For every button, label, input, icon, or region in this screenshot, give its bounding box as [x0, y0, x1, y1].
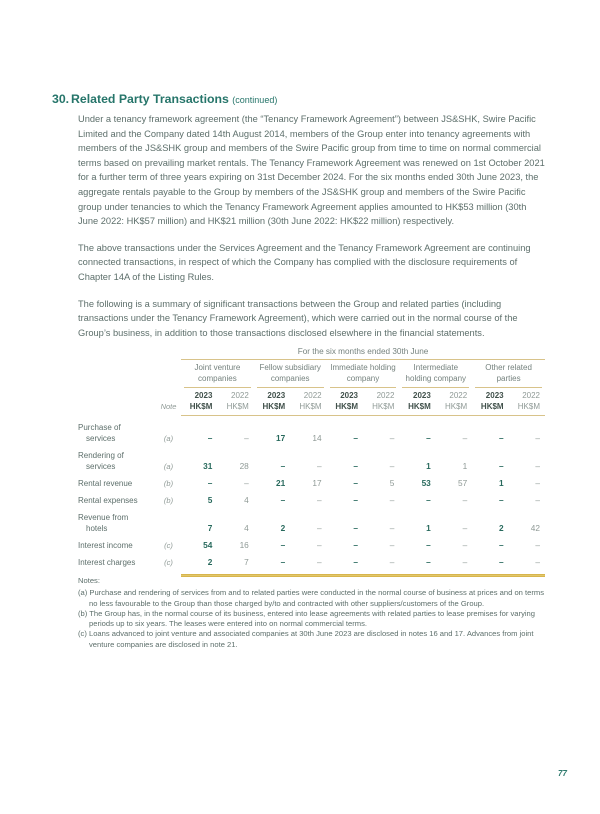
- value-cell: –: [426, 495, 431, 505]
- value-cell: 2: [280, 523, 286, 533]
- period-row-spacer: [78, 347, 181, 360]
- notes-section: [78, 576, 550, 650]
- year-column-header: [436, 391, 472, 412]
- value-cell: –: [535, 540, 540, 550]
- value-cell: 2: [207, 557, 213, 567]
- value-cell: 53: [421, 478, 431, 488]
- section-heading: [52, 92, 277, 106]
- value-cell: 17: [312, 478, 322, 488]
- note-item-b: [78, 609, 550, 630]
- value-cell: 21: [275, 478, 286, 488]
- value-cell: 28: [239, 461, 249, 471]
- year-label: 2023: [340, 391, 358, 400]
- year-label: 2023: [413, 391, 431, 400]
- value-cell: –: [462, 557, 468, 567]
- value-cell: –: [353, 557, 358, 567]
- unit-label: HK$M: [372, 401, 395, 411]
- period-header: For the six months ended 30th June: [181, 347, 545, 360]
- value-cell: –: [498, 540, 504, 550]
- section-continued: (continued): [232, 95, 278, 105]
- year-label: 2022: [231, 391, 249, 400]
- section-title: Related Party Transactions: [71, 92, 229, 106]
- row-note-ref: (c): [164, 541, 173, 550]
- year-column-header: [472, 391, 508, 412]
- year-column-header: [327, 391, 363, 412]
- year-label: 2023: [485, 391, 504, 400]
- notes-heading: Notes:: [78, 576, 100, 585]
- row-label: Purchase of services: [78, 423, 121, 443]
- value-cell: –: [535, 557, 540, 567]
- note-text: Loans advanced to joint venture and associated companies at 30th June 2023 are disclosed in notes 16 and 17. Advances from joint venture companies are disclosed in note 21.: [88, 629, 534, 649]
- note-column-header: Note: [160, 401, 177, 411]
- note-items: [78, 588, 550, 650]
- table-row: [78, 557, 545, 568]
- section-number: 30.: [52, 92, 70, 106]
- year-column-header: [254, 391, 290, 412]
- year-label: 2022: [303, 391, 322, 400]
- header-bottom-rule: [181, 415, 545, 416]
- value-cell: 57: [457, 478, 468, 488]
- body-paragraphs: [78, 112, 546, 352]
- table-row: [78, 422, 545, 444]
- table-row: [78, 495, 545, 506]
- value-cell: 7: [244, 557, 249, 567]
- value-cell: –: [316, 495, 322, 505]
- value-cell: –: [462, 495, 468, 505]
- value-cell: –: [389, 523, 395, 533]
- year-column-header: [217, 391, 253, 412]
- years-header-row: [78, 391, 545, 412]
- table-body: [78, 422, 545, 568]
- value-cell: 4: [244, 523, 249, 533]
- year-column-header: [290, 391, 326, 412]
- value-cell: –: [426, 433, 431, 443]
- year-column-header: [363, 391, 399, 412]
- group-header-1: Joint venture companies: [184, 363, 251, 388]
- value-cell: –: [353, 478, 358, 488]
- value-cell: –: [353, 523, 358, 533]
- unit-label: HK$M: [189, 401, 213, 411]
- value-cell: –: [498, 557, 504, 567]
- related-party-transactions-table: [78, 347, 545, 577]
- note-id: (a): [78, 588, 90, 598]
- value-cell: 1: [426, 523, 431, 533]
- value-cell: –: [316, 523, 322, 533]
- year-column-header: [399, 391, 435, 412]
- value-cell: –: [316, 540, 322, 550]
- year-column-header: [181, 391, 217, 412]
- value-cell: –: [207, 478, 213, 488]
- value-cell: –: [389, 433, 395, 443]
- row-label: Interest income: [78, 541, 133, 550]
- value-cell: –: [498, 495, 504, 505]
- table-row: [78, 450, 545, 472]
- value-cell: 2: [498, 523, 504, 533]
- value-cell: –: [280, 540, 286, 550]
- note-text: The Group has, in the normal course of its business, entered into lease agreements with related parties to lease premises for varying periods up to six years. The leases were entered into on normal commercial terms.: [89, 608, 535, 629]
- value-cell: –: [316, 461, 322, 471]
- group-header-5: Other related parties: [475, 363, 542, 388]
- value-cell: –: [462, 433, 468, 443]
- year-label: 2022: [376, 391, 395, 400]
- paragraph-2: The above transactions under the Services Agreement and the Tenancy Framework Agreement are continuing connected transactions, in respect of which the Company has complied with the disclosure requirements of Chapter 14A of the Listing Rules.: [78, 242, 531, 282]
- row-label: Revenue from hotels: [78, 513, 129, 533]
- value-cell: –: [353, 540, 358, 550]
- unit-label: HK$M: [480, 401, 504, 411]
- value-cell: 7: [207, 523, 213, 533]
- value-cell: –: [280, 557, 286, 567]
- value-cell: –: [353, 461, 358, 471]
- unit-label: HK$M: [444, 401, 468, 411]
- group-header-2: Fellow subsidiary companies: [257, 363, 324, 388]
- row-label: Rendering of services: [78, 451, 124, 471]
- value-cell: –: [244, 478, 249, 488]
- value-cell: 4: [244, 495, 249, 505]
- value-cell: –: [535, 495, 540, 505]
- value-cell: –: [280, 461, 286, 471]
- value-cell: –: [353, 433, 358, 443]
- row-note-ref: (c): [164, 558, 173, 567]
- row-label: Rental expenses: [78, 496, 138, 505]
- value-cell: –: [389, 540, 395, 550]
- value-cell: –: [207, 433, 213, 443]
- value-cell: 1: [462, 461, 468, 471]
- note-text: Purchase and rendering of services from and to related parties were conducted in the normal course of business at prices and on terms no less favourable to the Group than those charged by/to and contracted with other suppliers/customers of the Group.: [89, 588, 544, 608]
- paragraph-3: The following is a summary of significant transactions between the Group and related parties (including transactions under the Tenancy Framework Agreement), which were carried out in the normal course of the Group’s business, in addition to those transactions disclosed elsewhere in the financial statements.: [78, 298, 518, 338]
- row-note-ref: (a): [163, 434, 174, 443]
- year-label: 2023: [267, 391, 286, 400]
- group-header-3: Immediate holding company: [330, 363, 397, 388]
- year-label: 2023: [194, 391, 213, 400]
- value-cell: –: [389, 495, 395, 505]
- note-item-c: [78, 629, 550, 650]
- value-cell: –: [426, 540, 431, 550]
- value-cell: –: [535, 433, 540, 443]
- value-cell: 14: [312, 433, 322, 443]
- table-row: [78, 512, 545, 534]
- group-header-4: Intermediate holding company: [402, 363, 469, 388]
- unit-label: HK$M: [299, 401, 322, 411]
- row-label: Interest charges: [78, 558, 136, 567]
- row-note-ref: (b): [163, 479, 174, 488]
- value-cell: 5: [389, 478, 395, 488]
- unit-label: HK$M: [517, 401, 540, 411]
- value-cell: –: [389, 557, 395, 567]
- page-number: 77: [558, 769, 567, 778]
- note-item-a: [78, 588, 550, 609]
- row-note-ref: (b): [163, 496, 174, 505]
- value-cell: –: [426, 557, 431, 567]
- period-row: [78, 347, 545, 360]
- value-cell: –: [462, 540, 468, 550]
- value-cell: –: [535, 478, 540, 488]
- note-id: (b): [78, 608, 90, 618]
- unit-label: HK$M: [335, 401, 358, 411]
- value-cell: 17: [275, 433, 286, 443]
- value-cell: –: [280, 495, 286, 505]
- value-cell: 54: [203, 540, 213, 550]
- column-groups-row: [78, 363, 545, 388]
- value-cell: 42: [530, 523, 540, 533]
- year-label: 2022: [449, 391, 468, 400]
- value-cell: –: [535, 461, 540, 471]
- year-label: 2022: [522, 391, 540, 400]
- note-id: (c): [78, 629, 89, 639]
- value-cell: –: [316, 557, 322, 567]
- value-cell: –: [462, 523, 468, 533]
- unit-label: HK$M: [226, 401, 249, 411]
- value-cell: –: [498, 461, 504, 471]
- table-row: [78, 478, 545, 489]
- row-note-ref: (a): [163, 462, 174, 471]
- value-cell: –: [389, 461, 395, 471]
- unit-label: HK$M: [408, 401, 431, 411]
- value-cell: 1: [426, 461, 431, 471]
- value-cell: 31: [203, 461, 213, 471]
- value-cell: 5: [207, 495, 213, 505]
- value-cell: –: [353, 495, 358, 505]
- table-row: [78, 540, 545, 551]
- paragraph-1: Under a tenancy framework agreement (the “Tenancy Framework Agreement”) between JS&SHK, Swire Pacific Limited and the Company dated 14th August 2014, members of the Group enter into tenancy agreements with members of the JS&SHK group and members of the Swire Pacific group from time to time on normal commercial terms based on prevailing market rentals. The Tenancy Framework Agreement was renewed on 1st October 2021 for a further term of three years expiring on 31st December 2024. For the six months ended 30th June 2023, the aggregate rentals payable to the Group by members of the JS&SHK group and members of the Swire Pacific group under tenancies to which the Tenancy Framework Agreement applies amounted to HK$53 million (30th June 2022: HK$57 million) and HK$21 million (30th June 2022: HK$22 million) respectively.: [78, 114, 545, 227]
- row-label: Rental revenue: [78, 479, 133, 488]
- value-cell: –: [498, 433, 504, 443]
- value-cell: 16: [239, 540, 249, 550]
- value-cell: 1: [498, 478, 504, 488]
- year-column-header: [509, 391, 545, 412]
- unit-label: HK$M: [262, 401, 286, 411]
- value-cell: –: [244, 433, 249, 443]
